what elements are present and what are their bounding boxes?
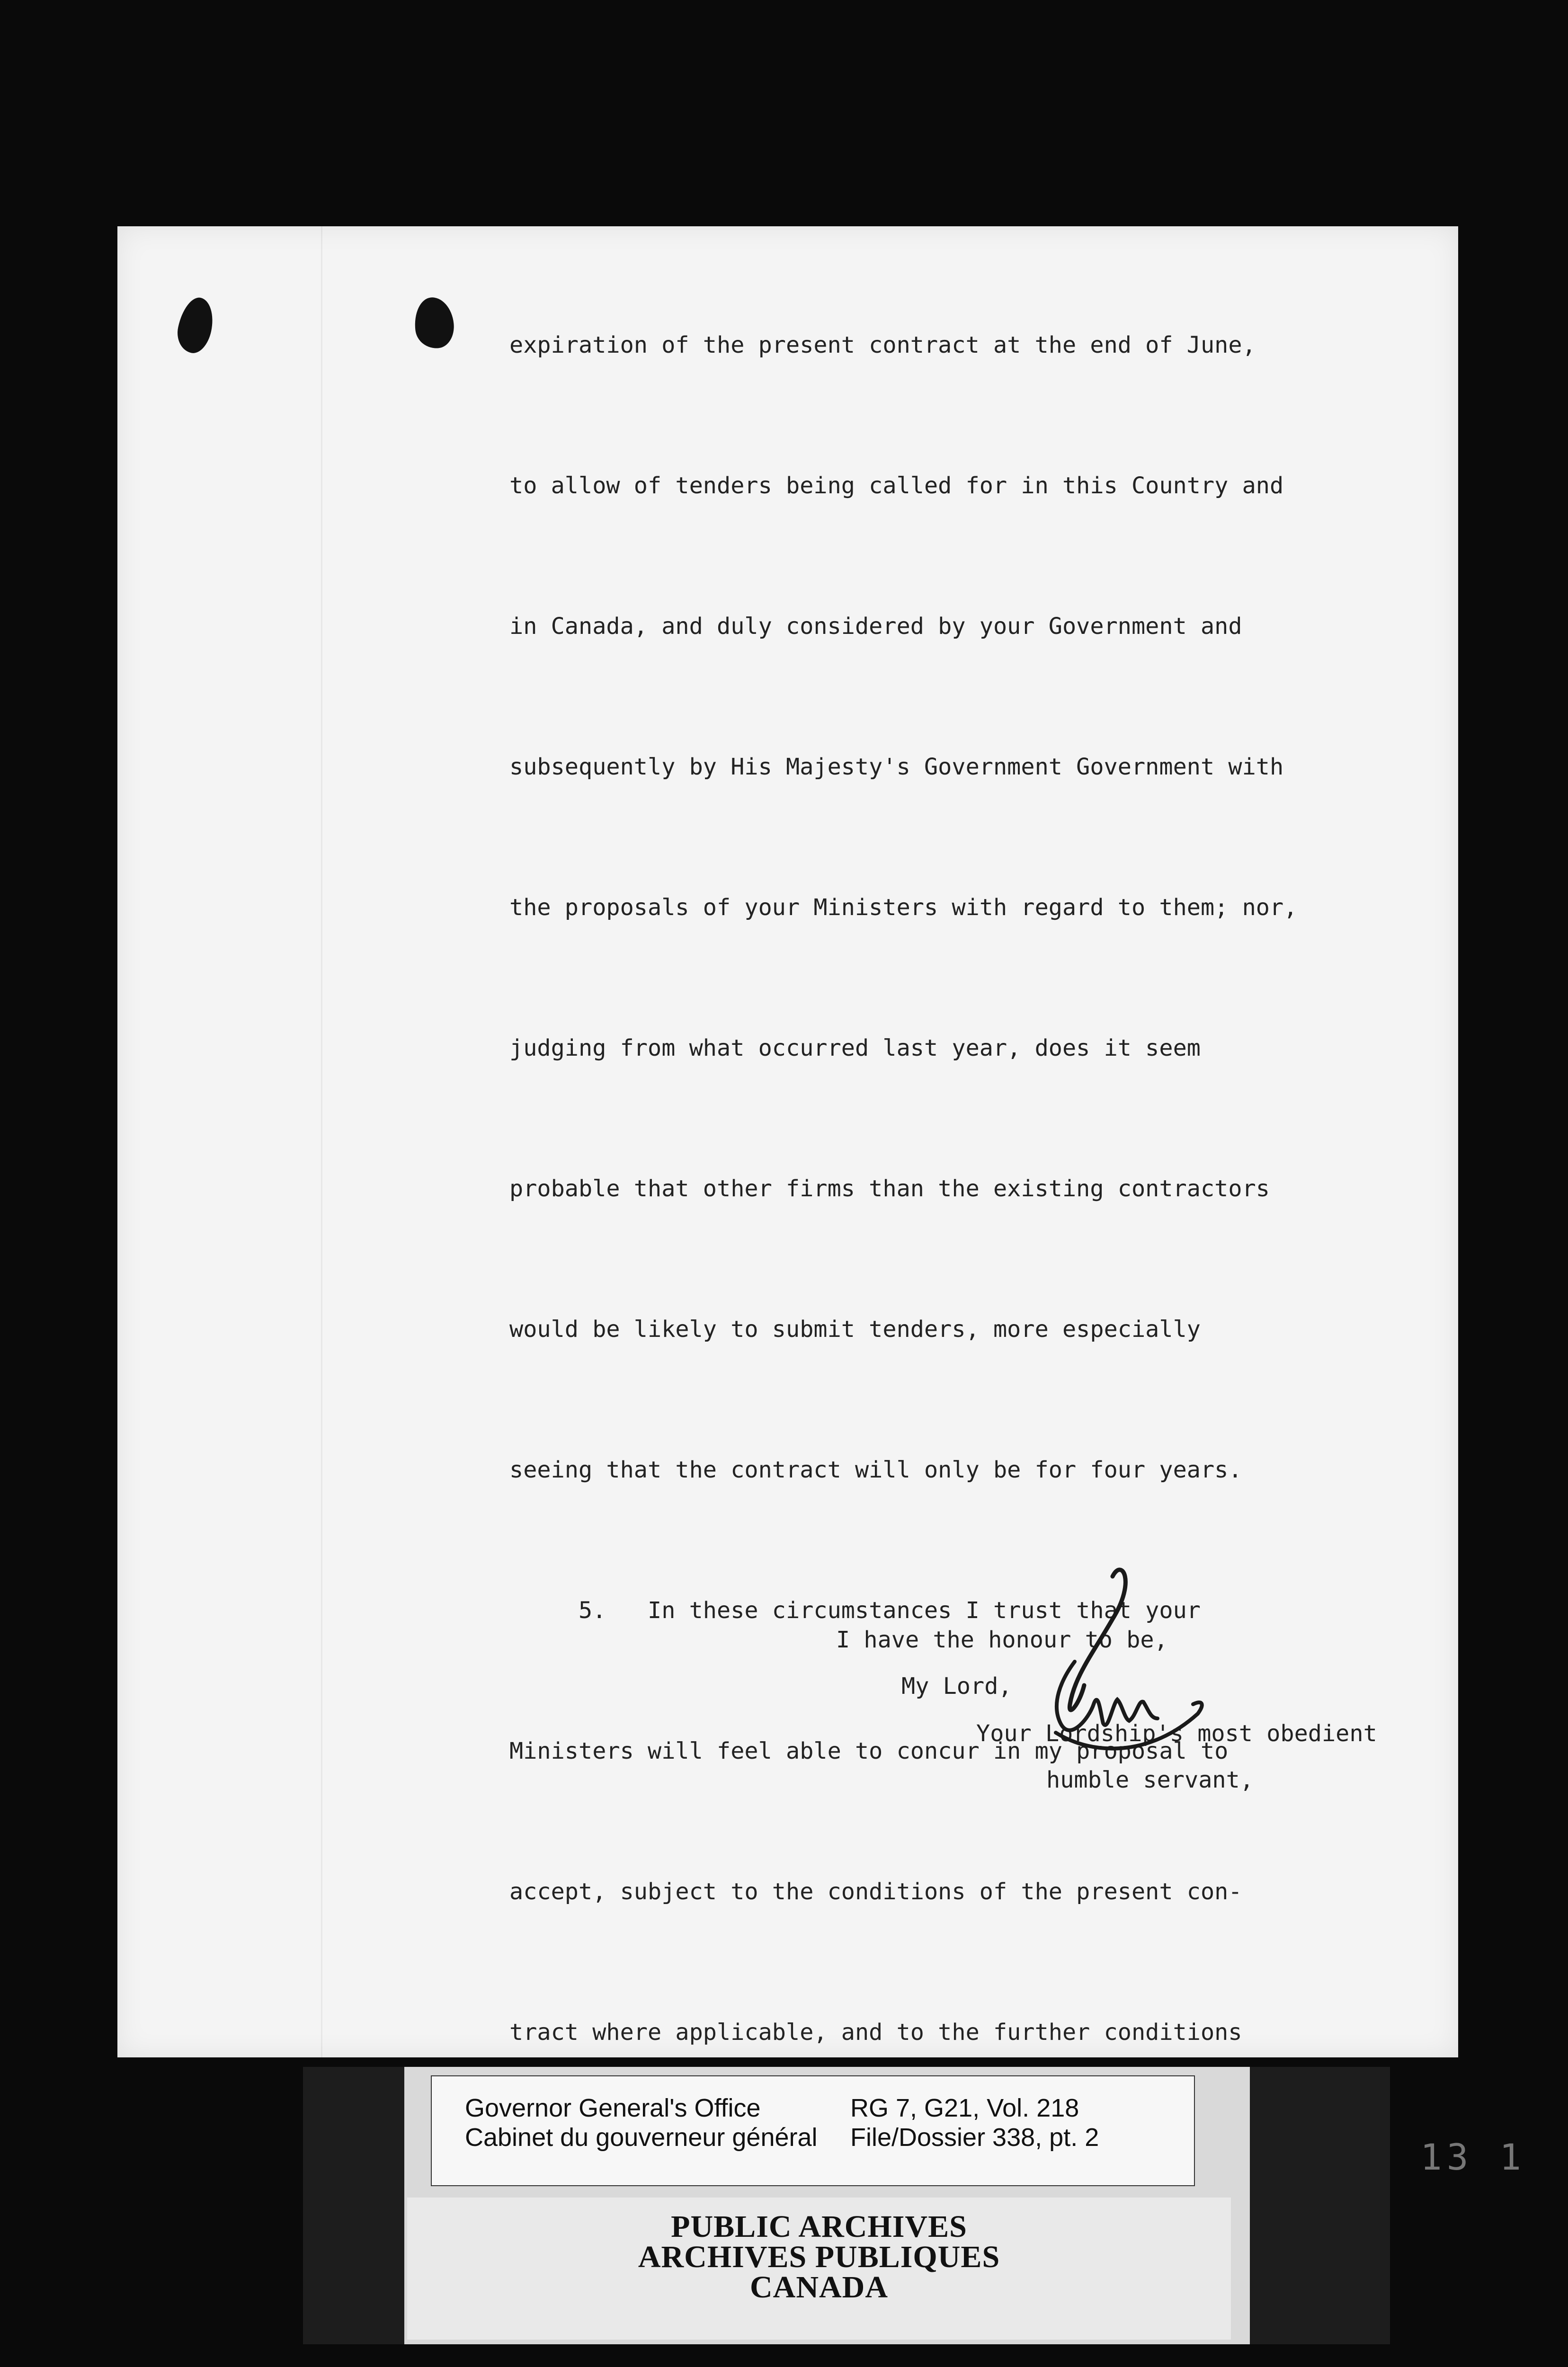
closing-line-1: I have the honour to be, [836,1627,1168,1653]
letter-line: would be likely to submit tenders, more especially [509,1316,1201,1343]
letter-line: the proposals of your Ministers with regard to them; nor, [509,894,1298,921]
stamp-line-3: CANADA [750,2270,888,2305]
letter-line: Ministers will feel able to concur in my proposal to [509,1738,1229,1764]
closing-line-4: humble servant, [1046,1767,1254,1793]
punch-hole-left [173,294,217,356]
letter-line: seeing that the contract will only be for four years. [509,1457,1242,1483]
label-strip-shadow-right [1250,2067,1390,2344]
letter-line: accept, subject to the conditions of the present con- [509,1878,1242,1905]
letter-line: in Canada, and duly considered by your Government and [509,613,1242,640]
archive-label-strip [303,2067,1390,2344]
stamp-line-2: ARCHIVES PUBLIQUES [638,2240,1000,2274]
letter-line: judging from what occurred last year, does it seem [509,1035,1201,1061]
letter-line: to allow of tenders being called for in this Country and [509,472,1284,499]
letter-line: probable that other firms than the existing contractors [509,1175,1270,1202]
file-reference: File/Dossier 338, pt. 2 [850,2123,1099,2152]
letter-line: 5. In these circumstances I trust that your [509,1597,1201,1624]
stamp-line-1: PUBLIC ARCHIVES [671,2209,967,2244]
closing-line-2: My Lord, [901,1673,1012,1700]
label-strip-shadow-left [303,2067,404,2344]
record-group-reference: RG 7, G21, Vol. 218 [850,2094,1079,2122]
closing-line-3: Your Lordship's most obedient [976,1720,1377,1747]
letter-body [509,228,1343,2367]
punch-hole-right [412,295,456,350]
letter-line: tract where applicable, and to the further conditions [509,2019,1242,2046]
handwritten-signature [1042,1562,1212,1771]
office-name-fr: Cabinet du gouverneur général [465,2123,818,2152]
letter-line: expiration of the present contract at the end of June, [509,332,1256,358]
archives-stamp [407,2198,1231,2340]
letter-line: subsequently by His Majesty's Government Government with [509,754,1284,780]
frame-number: 13 1 [1420,2136,1526,2178]
office-name-en: Governor General's Office [465,2094,761,2122]
archive-reference-card [431,2075,1195,2186]
